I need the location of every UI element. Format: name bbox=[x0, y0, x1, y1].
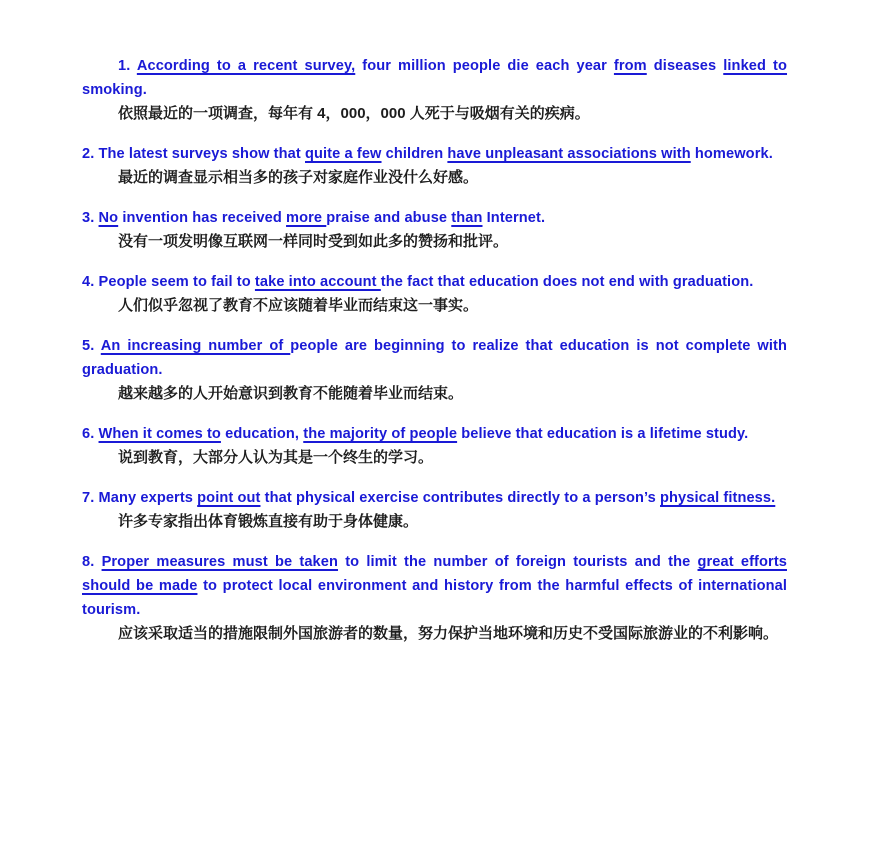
text-segment: children bbox=[381, 146, 448, 162]
text-segment: to protect local environment and history from the harmful effects of international tourism. bbox=[82, 578, 787, 618]
english-sentence bbox=[82, 486, 787, 510]
text-segment: 7. Many experts bbox=[82, 490, 198, 506]
underlined-phrase: quite a few bbox=[305, 146, 382, 162]
underlined-phrase: linked to bbox=[723, 58, 788, 74]
sentence-item-4 bbox=[82, 270, 787, 318]
text-segment: 8. bbox=[82, 554, 102, 570]
english-sentence bbox=[82, 206, 787, 230]
chinese-translation: 依照最近的一项调查，每年有 4，000，000 人死于与吸烟有关的疾病。 bbox=[118, 105, 590, 122]
underlined-phrase: more bbox=[286, 210, 327, 226]
english-sentence bbox=[82, 550, 787, 622]
english-sentence bbox=[82, 142, 787, 166]
text-segment: diseases bbox=[646, 58, 724, 74]
text-segment: smoking. bbox=[82, 82, 147, 98]
sentence-list bbox=[82, 54, 787, 646]
english-sentence bbox=[82, 334, 787, 382]
chinese-translation: 许多专家指出体育锻炼直接有助于身体健康。 bbox=[118, 513, 419, 530]
underlined-phrase: take into account bbox=[254, 274, 381, 290]
text-segment: praise and abuse bbox=[326, 210, 452, 226]
sentence-item-2 bbox=[82, 142, 787, 190]
text-segment: 3. bbox=[82, 210, 99, 226]
sentence-item-6 bbox=[82, 422, 787, 470]
chinese-translation: 最近的调查显示相当多的孩子对家庭作业没什么好感。 bbox=[118, 169, 479, 186]
english-sentence bbox=[82, 422, 787, 446]
sentence-item-1 bbox=[82, 54, 787, 126]
chinese-translation: 应该采取适当的措施限制外国旅游者的数量，努力保护当地环境和历史不受国际旅游业的不利影响。 bbox=[118, 625, 779, 642]
text-segment: to limit the number of foreign tourists and the bbox=[338, 554, 698, 570]
chinese-translation: 越来越多的人开始意识到教育不能随着毕业而结束。 bbox=[118, 385, 464, 402]
underlined-phrase: No bbox=[98, 210, 119, 226]
underlined-phrase: physical fitness. bbox=[660, 490, 776, 506]
underlined-phrase: from bbox=[613, 58, 647, 74]
underlined-phrase: great efforts should be made bbox=[82, 554, 787, 594]
chinese-translation: 没有一项发明像互联网一样同时受到如此多的赞扬和批评。 bbox=[118, 233, 509, 250]
underlined-phrase: the majority of people bbox=[303, 426, 458, 442]
text-segment: the fact that education does not end with graduation. bbox=[380, 274, 754, 290]
underlined-phrase: An increasing number of bbox=[100, 338, 291, 354]
underlined-phrase: When it comes to bbox=[98, 426, 221, 442]
text-segment: 1. bbox=[118, 58, 137, 74]
underlined-phrase: have unpleasant associations with bbox=[447, 146, 691, 162]
text-segment: invention has received bbox=[118, 210, 287, 226]
text-segment: homework. bbox=[690, 146, 773, 162]
text-segment: four million people die each year bbox=[355, 58, 614, 74]
text-segment: Internet. bbox=[482, 210, 546, 226]
english-sentence bbox=[82, 270, 787, 294]
sentence-item-8 bbox=[82, 550, 787, 646]
chinese-translation: 人们似乎忽视了教育不应该随着毕业而结束这一事实。 bbox=[118, 297, 479, 314]
underlined-phrase: According to a recent survey, bbox=[136, 58, 356, 74]
english-sentence bbox=[82, 54, 787, 102]
underlined-phrase: point out bbox=[197, 490, 261, 506]
underlined-phrase: Proper measures must be taken bbox=[101, 554, 339, 570]
text-segment: 2. The latest surveys show that bbox=[82, 146, 305, 162]
text-segment: believe that education is a lifetime study. bbox=[457, 426, 749, 442]
text-segment: 6. bbox=[82, 426, 99, 442]
text-segment: 4. People seem to fail to bbox=[82, 274, 255, 290]
text-segment: education, bbox=[220, 426, 304, 442]
text-segment: 5. bbox=[82, 338, 101, 354]
sentence-item-3 bbox=[82, 206, 787, 254]
underlined-phrase: than bbox=[451, 210, 483, 226]
chinese-translation: 说到教育，大部分人认为其是一个终生的学习。 bbox=[118, 449, 434, 466]
text-segment: that physical exercise contributes directly to a person’s bbox=[260, 490, 661, 506]
text-segment: people are beginning to realize that education is not complete with graduation. bbox=[82, 338, 788, 378]
sentence-item-7 bbox=[82, 486, 787, 534]
sentence-item-5 bbox=[82, 334, 787, 406]
